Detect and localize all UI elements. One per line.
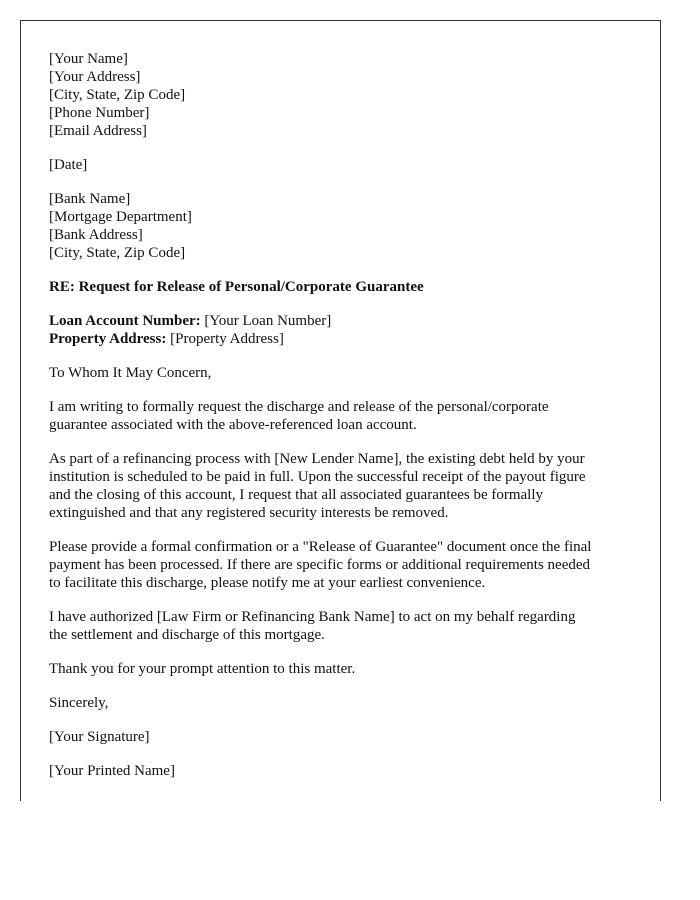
recipient-city: [City, State, Zip Code] xyxy=(49,245,186,261)
subject-line xyxy=(49,278,640,296)
signature: [Your Signature] xyxy=(49,729,150,745)
body-paragraph-3 xyxy=(49,538,640,592)
body-line: to facilitate this discharge, please notify me at your earliest convenience. xyxy=(49,575,486,591)
body-line: and the closing of this account, I request that all associated guarantees be formally xyxy=(49,487,543,503)
body-paragraph-1 xyxy=(49,398,640,434)
body-line: Please provide a formal confirmation or a "Release of Guarantee" document once the final xyxy=(49,539,592,555)
property-address-line xyxy=(49,330,640,348)
sender-block xyxy=(49,50,640,140)
property-label: Property Address: xyxy=(49,331,167,347)
body-line: extinguished and that any registered security interests be removed. xyxy=(49,505,449,521)
body-line: institution is scheduled to be paid in full. Upon the successful receipt of the payout figure xyxy=(49,469,586,485)
letter-content xyxy=(49,50,640,796)
subject: RE: Request for Release of Personal/Corporate Guarantee xyxy=(49,279,424,295)
property-value: [Property Address] xyxy=(166,331,284,347)
date: [Date] xyxy=(49,157,88,173)
recipient-address: [Bank Address] xyxy=(49,227,143,243)
sender-email: [Email Address] xyxy=(49,123,147,139)
loan-value: [Your Loan Number] xyxy=(200,313,332,329)
body-line: I am writing to formally request the discharge and release of the personal/corporate xyxy=(49,399,549,415)
recipient-block xyxy=(49,190,640,262)
reference-block xyxy=(49,312,640,348)
body-line: the settlement and discharge of this mortgage. xyxy=(49,627,325,643)
body-paragraph-5 xyxy=(49,660,640,678)
printed-name: [Your Printed Name] xyxy=(49,763,175,779)
sender-city: [City, State, Zip Code] xyxy=(49,87,186,103)
loan-account-line xyxy=(49,312,640,330)
body-line: guarantee associated with the above-referenced loan account. xyxy=(49,417,417,433)
body-line: As part of a refinancing process with [New Lender Name], the existing debt held by your xyxy=(49,451,585,467)
letter-page xyxy=(20,20,661,801)
recipient-department: [Mortgage Department] xyxy=(49,209,192,225)
body-line: I have authorized [Law Firm or Refinancing Bank Name] to act on my behalf regarding xyxy=(49,609,576,625)
sender-name: [Your Name] xyxy=(49,51,128,67)
loan-label: Loan Account Number: xyxy=(49,313,201,329)
salutation: To Whom It May Concern, xyxy=(49,365,212,381)
sender-phone: [Phone Number] xyxy=(49,105,150,121)
sender-address: [Your Address] xyxy=(49,69,141,85)
body-paragraph-4 xyxy=(49,608,640,644)
body-line: payment has been processed. If there are specific forms or additional requirements needed xyxy=(49,557,591,573)
closing: Sincerely, xyxy=(49,695,109,711)
recipient-bank: [Bank Name] xyxy=(49,191,131,207)
body-paragraph-2 xyxy=(49,450,640,522)
body-line: Thank you for your prompt attention to this matter. xyxy=(49,661,356,677)
